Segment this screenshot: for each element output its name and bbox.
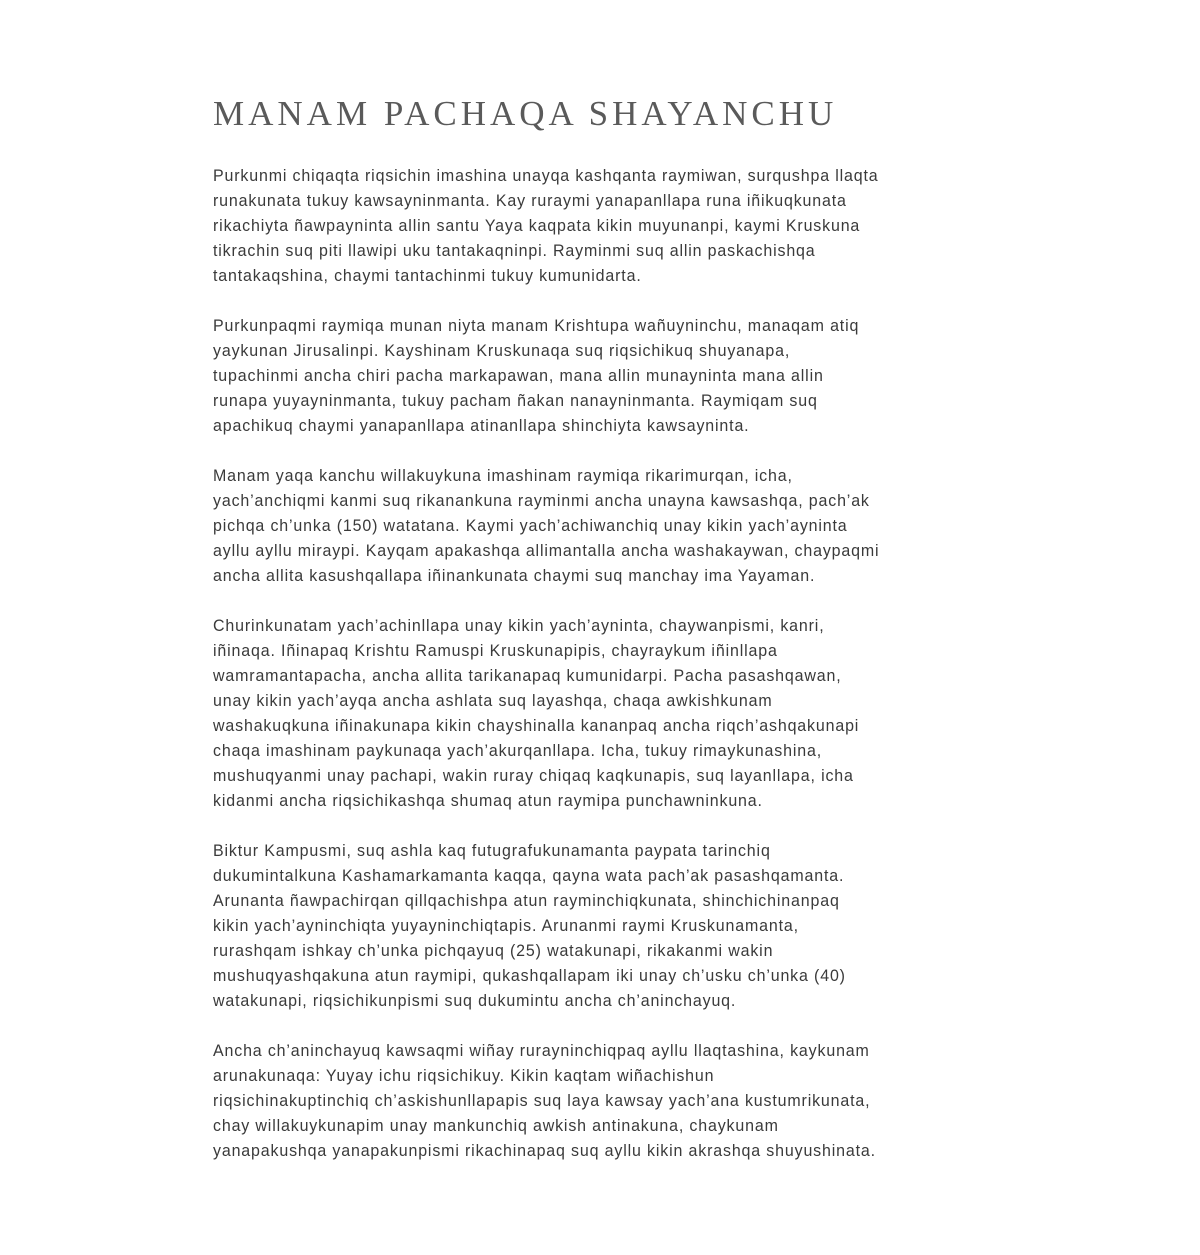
paragraph-line: unay kikin yach’ayqa ancha ashlata suq layashqa, chaqa awkishkunam bbox=[213, 691, 773, 710]
paragraph-line: tupachinmi ancha chiri pacha markapawan, mana allin munayninta mana allin bbox=[213, 366, 824, 385]
paragraph-line: kikin yach’ayninchiqta yuyayninchiqtapis. Arunanmi raymi Kruskunamanta, bbox=[213, 916, 799, 935]
paragraph-line: Purkunpaqmi raymiqa munan niyta manam Krishtupa wañuyninchu, manaqam atiq bbox=[213, 316, 860, 335]
paragraph-line: Ancha ch’aninchayuq kawsaqmi wiñay rurayninchiqpaq ayllu llaqtashina, kaykunam bbox=[213, 1041, 870, 1060]
paragraph-line: wamramantapacha, ancha allita tarikanapaq kumunidarpi. Pacha pasashqawan, bbox=[213, 666, 842, 685]
paragraph-line: pichqa ch’unka (150) watatana. Kaymi yach’achiwanchiq unay kikin yach’ayninta bbox=[213, 516, 848, 535]
article-paragraph bbox=[213, 1038, 993, 1163]
paragraph-line: rikachiyta ñawpayninta allin santu Yaya kaqpata kikin muyunanpi, kaymi Kruskuna bbox=[213, 216, 861, 235]
paragraph-line: yach’anchiqmi kanmi suq rikanankuna rayminmi ancha unayna kawsashqa, pach’ak bbox=[213, 491, 870, 510]
paragraph-line: tikrachin suq piti llawipi uku tantakaqninpi. Rayminmi suq allin paskachishqa bbox=[213, 241, 816, 260]
paragraph-line: chay willakuykunapim unay mankunchiq awkish antinakuna, chaykunam bbox=[213, 1116, 779, 1135]
article-paragraph bbox=[213, 613, 993, 813]
paragraph-line: tantakaqshina, chaymi tantachinmi tukuy kumunidarta. bbox=[213, 266, 642, 285]
paragraph-line: runapa yuyayninmanta, tukuy pacham ñakan nanayninmanta. Raymiqam suq bbox=[213, 391, 818, 410]
paragraph-line: watakunapi, riqsichikunpismi suq dukumintu ancha ch’aninchayuq. bbox=[213, 991, 737, 1010]
paragraph-line: ayllu ayllu miraypi. Kayqam apakashqa allimantalla ancha washakaywan, chaypaqmi bbox=[213, 541, 880, 560]
paragraph-line: ancha allita kasushqallapa iñinankunata chaymi suq manchay ima Yayaman. bbox=[213, 566, 816, 585]
paragraph-line: chaqa imashinam paykunaqa yach’akurqanllapa. Icha, tukuy rimaykunashina, bbox=[213, 741, 823, 760]
paragraph-line: apachikuq chaymi yanapanllapa atinanllapa shinchiyta kawsayninta. bbox=[213, 416, 750, 435]
article-body bbox=[213, 163, 993, 1163]
paragraph-line: mushuqyanmi unay pachapi, wakin ruray chiqaq kaqkunapis, suq layanllapa, icha bbox=[213, 766, 854, 785]
paragraph-line: kidanmi ancha riqsichikashqa shumaq atun raymipa punchawninkuna. bbox=[213, 791, 763, 810]
paragraph-line: runakunata tukuy kawsayninmanta. Kay ruraymi yanapanllapa runa iñikuqkunata bbox=[213, 191, 847, 210]
article-paragraph bbox=[213, 838, 993, 1013]
article-paragraph bbox=[213, 463, 993, 588]
paragraph-line: riqsichinakuptinchiq ch’askishunllapapis suq laya kawsay yach’ana kustumrikunata, bbox=[213, 1091, 871, 1110]
paragraph-line: yanapakushqa yanapakunpismi rikachinapaq suq ayllu kikin akrashqa shuyushinata. bbox=[213, 1141, 876, 1160]
paragraph-line: washakuqkuna iñinakunapa kikin chayshinalla kananpaq ancha riqch’ashqakunapi bbox=[213, 716, 860, 735]
paragraph-line: yaykunan Jirusalinpi. Kayshinam Kruskunaqa suq riqsichikuq shuyanapa, bbox=[213, 341, 791, 360]
paragraph-line: Biktur Kampusmi, suq ashla kaq futugrafukunamanta paypata tarinchiq bbox=[213, 841, 771, 860]
paragraph-line: mushuqyashqakuna atun raymipi, qukashqallapam iki unay ch’usku ch’unka (40) bbox=[213, 966, 846, 985]
paragraph-line: dukumintalkuna Kashamarkamanta kaqqa, qayna wata pach’ak pasashqamanta. bbox=[213, 866, 845, 885]
article-paragraph bbox=[213, 163, 993, 288]
paragraph-line: Churinkunatam yach’achinllapa unay kikin yach’ayninta, chaywanpismi, kanri, bbox=[213, 616, 825, 635]
article-paragraph bbox=[213, 313, 993, 438]
article-title: MANAM PACHAQA SHAYANCHU bbox=[213, 94, 838, 133]
paragraph-line: Arunanta ñawpachirqan qillqachishpa atun rayminchiqkunata, shinchichinanpaq bbox=[213, 891, 840, 910]
paragraph-line: Purkunmi chiqaqta riqsichin imashina unayqa kashqanta raymiwan, surqushpa llaqta bbox=[213, 166, 879, 185]
paragraph-line: Manam yaqa kanchu willakuykuna imashinam raymiqa rikarimurqan, icha, bbox=[213, 466, 793, 485]
paragraph-line: rurashqam ishkay ch’unka pichqayuq (25) watakunapi, rikakanmi wakin bbox=[213, 941, 774, 960]
article bbox=[213, 92, 993, 1188]
paragraph-line: arunakunaqa: Yuyay ichu riqsichikuy. Kikin kaqtam wiñachishun bbox=[213, 1066, 715, 1085]
paragraph-line: iñinaqa. Iñinapaq Krishtu Ramuspi Kruskunapipis, chayraykum iñinllapa bbox=[213, 641, 778, 660]
